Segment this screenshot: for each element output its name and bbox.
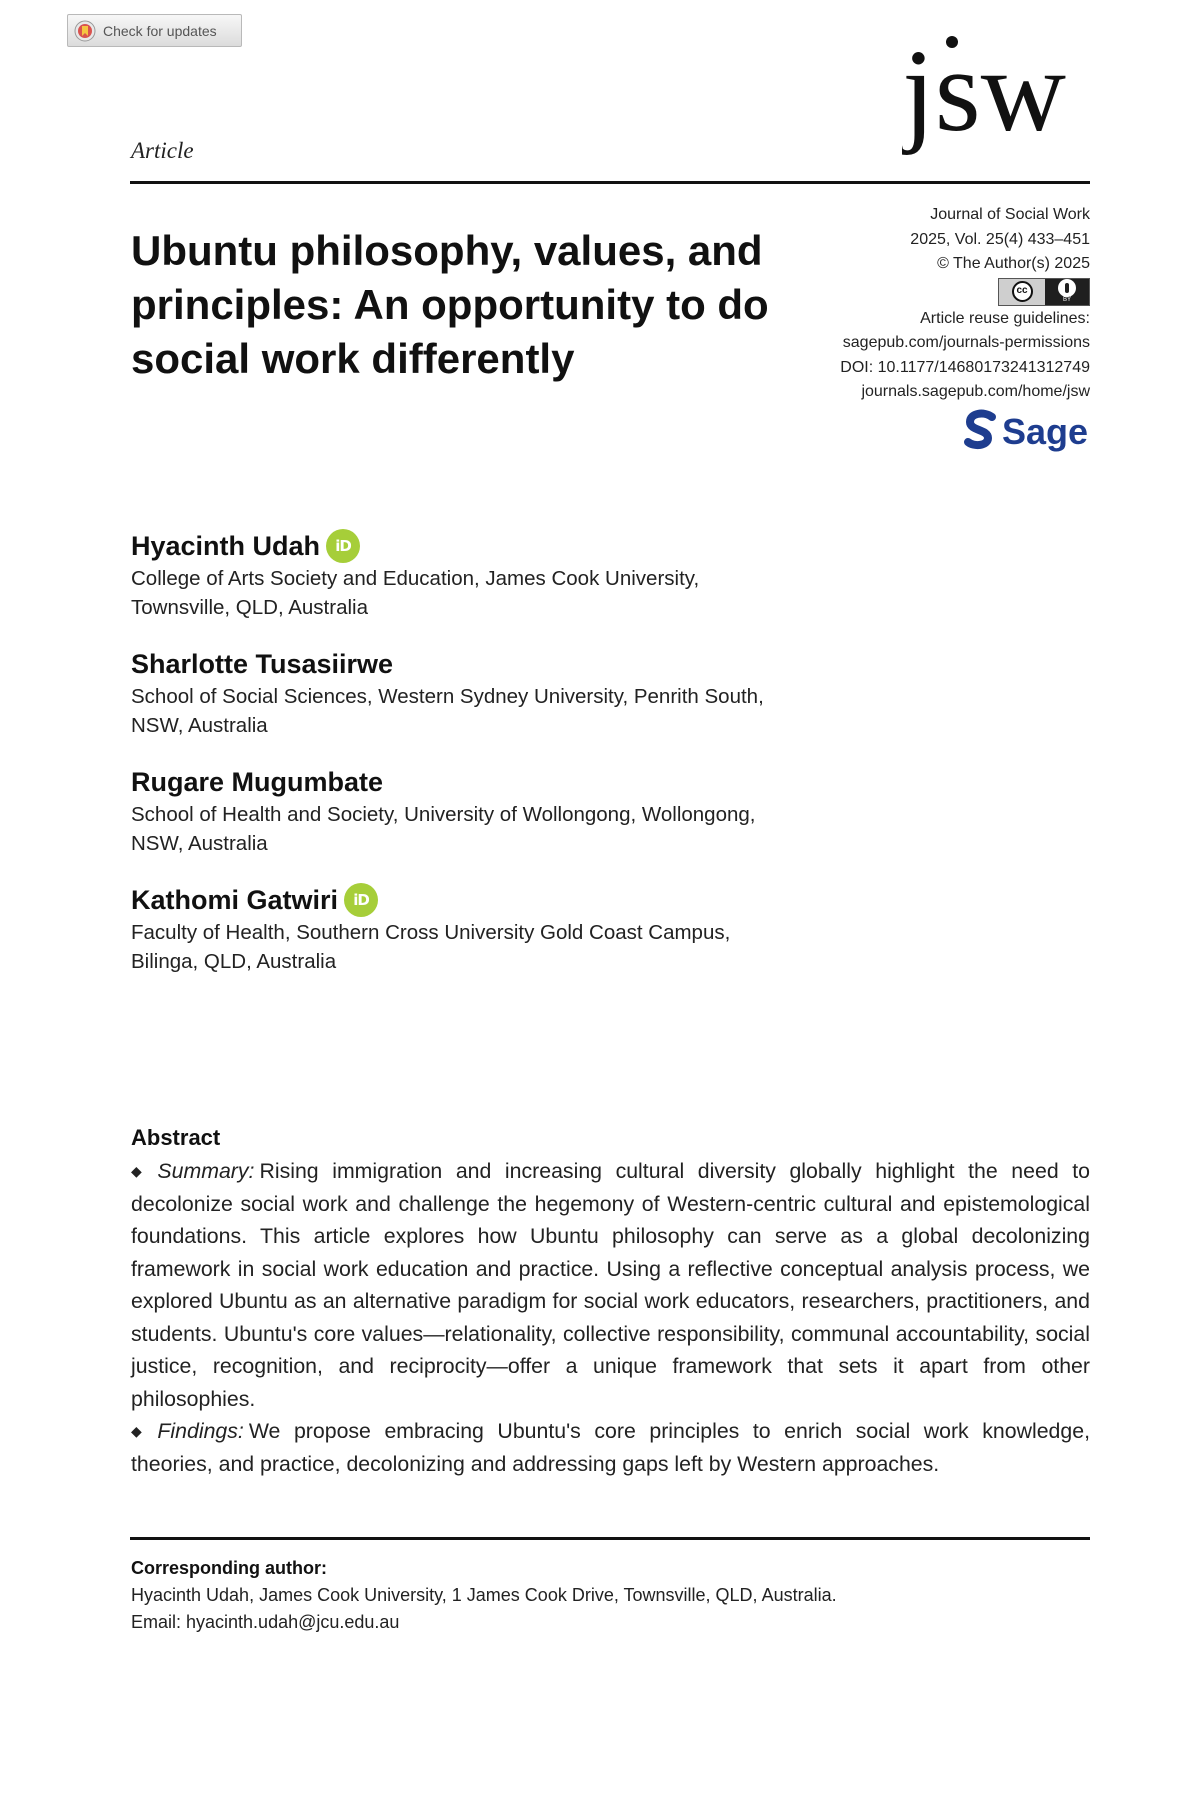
copyright-notice: © The Author(s) 2025 — [937, 255, 1090, 272]
abstract-summary — [131, 1155, 1090, 1415]
check-for-updates-label: Check for updates — [103, 22, 217, 39]
author-affiliation: College of Arts Society and Education, James Cook University, Townsville, QLD, Australia — [131, 567, 700, 619]
author-name: Rugare Mugumbate — [131, 767, 384, 797]
author-affiliation: Faculty of Health, Southern Cross University Gold Coast Campus, Bilinga, QLD, Australia — [131, 921, 731, 973]
author-affiliation: School of Social Sciences, Western Sydney University, Penrith South, NSW, Australia — [131, 685, 764, 737]
corresponding-email[interactable]: Email: hyacinth.udah@jcu.edu.au — [131, 1612, 400, 1632]
author-entry — [131, 646, 831, 740]
bullet-icon: ◆ — [131, 1163, 150, 1179]
reuse-label: Article reuse guidelines: — [920, 309, 1090, 327]
cc-by-icon[interactable]: cc BY — [998, 278, 1090, 306]
orcid-icon[interactable]: iD — [326, 529, 360, 563]
article-title: Ubuntu philosophy, values, and principles: An opportunity to do social work differently — [131, 227, 769, 382]
doi[interactable]: DOI: 10.1177/14680173241312749 — [840, 358, 1090, 376]
summary-text: Rising immigration and increasing cultural diversity globally highlight the need to decolonize social work and challenge the hegemony of Western-centric cultural and epistemological foundations. This article explores how Ubuntu philosophy can serve as a global decolonizing framework in social work education and practice. Using a reflective conceptual analysis process, we explored Ubuntu as an alternative paradigm for social work educators, researchers, practitioners, and students. Ubuntu's core values—relationality, collective responsibility, communal accountability, social justice, recognition, and reciprocity—offer a unique framework that sets it apart from other philosophies. — [131, 1159, 1090, 1411]
header-divider — [130, 181, 1090, 184]
author-name: Hyacinth Udah iD — [131, 528, 831, 564]
journal-volume: 2025, Vol. 25(4) 433–451 — [910, 230, 1090, 248]
publisher-name: Sage — [1002, 410, 1089, 452]
abstract-findings — [131, 1415, 1090, 1480]
orcid-icon[interactable]: iD — [344, 883, 378, 917]
corresponding-author — [131, 1555, 1091, 1636]
author-entry — [131, 528, 831, 622]
sage-publisher-logo[interactable] — [962, 409, 1090, 455]
article-type: Article — [131, 138, 194, 163]
corresponding-heading: Corresponding author: — [131, 1558, 327, 1578]
author-affiliation: School of Health and Society, University of Wollongong, Wollongong, NSW, Australia — [131, 803, 756, 855]
journal-url[interactable]: journals.sagepub.com/home/jsw — [861, 383, 1090, 400]
author-entry — [131, 764, 831, 858]
author-name: Kathomi Gatwiri iD — [131, 882, 831, 918]
footnote-divider — [130, 1537, 1090, 1540]
corresponding-address: Hyacinth Udah, James Cook University, 1 James Cook Drive, Townsville, QLD, Australia. — [131, 1585, 837, 1605]
abstract-section — [131, 1123, 1090, 1480]
author-list — [131, 528, 831, 1000]
findings-label: Findings: — [157, 1419, 244, 1443]
bullet-icon: ◆ — [131, 1423, 150, 1439]
crossmark-icon — [74, 20, 96, 42]
check-for-updates-button[interactable] — [67, 14, 242, 47]
author-entry — [131, 882, 831, 976]
findings-text: We propose embracing Ubuntu's core principles to enrich social work knowledge, theories, and practice, decolonizing and addressing gaps left by Western approaches. — [131, 1419, 1090, 1476]
summary-label: Summary: — [157, 1159, 255, 1183]
reuse-link[interactable]: sagepub.com/journals-permissions — [842, 334, 1090, 351]
journal-meta — [790, 203, 1090, 463]
journal-name: Journal of Social Work — [930, 206, 1090, 223]
author-name: Sharlotte Tusasiirwe — [131, 649, 394, 679]
journal-logo-text: jsw — [902, 28, 1066, 156]
journal-logo — [902, 28, 1092, 168]
abstract-heading: Abstract — [131, 1125, 221, 1150]
